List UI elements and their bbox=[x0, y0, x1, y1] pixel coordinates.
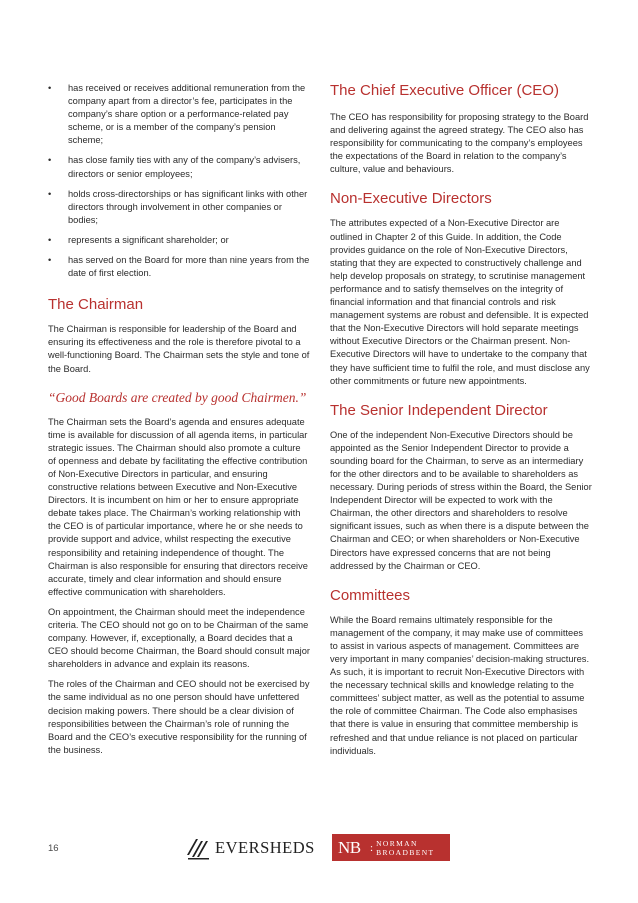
sid-paragraph: One of the independent Non-Executive Directors should be appointed as the Senior Independent Director to provide a sounding board for the Chairman, to serve as an intermediary for the other directors and to be available to shareholders as necessary. During periods of stress within the Board, the Senior Independent Director will be expected to work with the Chairman, the other directors and shareholders to resolve significant issues, such as when there is a dispute between the Chairman and CEO; or when shareholders or Non-Executive Directors have expressed concerns that are not being addressed by the Chairman or CEO. bbox=[330, 429, 592, 571]
right-column bbox=[330, 82, 592, 765]
nb-line-broadbent: BROADBENT bbox=[376, 847, 435, 857]
eversheds-wordmark: EVERSHEDS bbox=[215, 838, 315, 857]
ceo-paragraph: The CEO has responsibility for proposing strategy to the Board and delivering against the agreed strategy. The CEO also has responsibility for communicating to the company’s employees the expectations of the Board in relation to the company’s culture, value and behaviours. bbox=[330, 112, 589, 175]
list-item: • holds cross-directorships or has significant links with other directors through involvement in other companies or bodies; bbox=[48, 188, 310, 227]
norman-broadbent-logo bbox=[332, 834, 450, 861]
chairman-intro-paragraph: The Chairman is responsible for leadership of the Board and ensuring its effectiveness and the role is therefore pivotal to a well-functioning Board. The Chairman sets the style and tone of the Board. bbox=[48, 324, 310, 374]
chairman-paragraph-3: The roles of the Chairman and CEO should not be exercised by the same individual as no one person should have unfettered decision making powers. There should be a clear division of responsibilities between the Chairman’s role of running the Board and the CEO’s executive responsibility for the running of the business. bbox=[48, 679, 310, 755]
chairman-paragraph-1: The Chairman sets the Board’s agenda and ensures adequate time is available for discussion of all agenda items, in particular strategic issues. The Chairman should also promote a culture of openness and debate by facilitating the effective contribution of Non-Executive Directors in particular, and ensuring constructive relations between Executive and Non-Executive Directors. It is incumbent on him or her to ensure appropriate debate takes place. The Chairman’s working relationship with the CEO is of particular importance, where he or she needs to provide support and advice, whilst respecting the executive responsibility and retaining independence of thought. The Chairman is also responsible for ensuring that directors receive accurate, timely and clear information and should ensure effective communication with shareholders. bbox=[48, 416, 308, 597]
nb-line-norman: NORMAN bbox=[376, 838, 418, 848]
chairman-paragraph-2: On appointment, the Chairman should meet the independence criteria. The CEO should not go on to be Chairman of the same company. However, if, exceptionally, a Board decides that a CEO should become Chairman, the Board should consult major shareholders in advance and explain its reasons. bbox=[48, 606, 310, 670]
list-item: • has received or receives additional remuneration from the company apart from a director’s fee, participates in the company’s share option or a performance-related pay scheme, or is a member of the company’s pension scheme; bbox=[48, 82, 310, 147]
committees-paragraph: While the Board remains ultimately responsible for the management of the company, it may make use of committees to assist in various aspects of management. Committees are very important in many companies’ decision-making structures. As such, it is important to recruit Non-Executive Directors with the necessary technical skills and knowledge relating to the committees’ subject matter, as well as the potential to assume the role of committee Chairman. The Code also emphasises that there is value in ensuring that committee membership is refreshed and that undue reliance is not placed on particular individuals. bbox=[330, 614, 590, 756]
committees-heading: Committees bbox=[330, 586, 411, 604]
nb-names bbox=[376, 839, 434, 857]
list-item: • represents a significant shareholder; or bbox=[48, 234, 310, 247]
ned-paragraph: The attributes expected of a Non-Executive Director are outlined in Chapter 2 of this Guide. In addition, the Code provides guidance on the role of Non-Executive Directors, stating that they are expected to constructively challenge and help develop proposals on strategy, to scrutinise management performance and to satisfy themselves on the integrity of financial information and that financial controls and risk management systems are robust and defensible. It is expected that the Non-Executive Directors will hold separate meetings without Executive Directors or the Chairman present. Non-Executive Directors will have to undertake to the company that they have sufficient time to fulfil the role, and must disclose any other commitments or future new appointments. bbox=[330, 218, 590, 386]
eversheds-emblem-icon bbox=[185, 835, 211, 861]
nb-separator: : bbox=[370, 841, 374, 854]
ned-heading: Non-Executive Directors bbox=[330, 190, 492, 208]
chairman-heading: The Chairman bbox=[48, 296, 144, 314]
eversheds-logo bbox=[185, 834, 335, 862]
ceo-heading: The Chief Executive Officer (CEO) bbox=[330, 82, 559, 99]
sid-heading: The Senior Independent Director bbox=[330, 401, 548, 419]
pull-quote: “Good Boards are created by good Chairmen.” bbox=[48, 389, 307, 405]
page-number: 16 bbox=[48, 843, 59, 854]
list-item: • has close family ties with any of the company’s advisers, directors or senior employees; bbox=[48, 154, 310, 180]
left-column bbox=[48, 82, 310, 764]
list-item: • has served on the Board for more than nine years from the date of first election. bbox=[48, 254, 310, 280]
nb-initials: NB bbox=[338, 837, 361, 857]
independence-criteria-list bbox=[48, 82, 310, 280]
